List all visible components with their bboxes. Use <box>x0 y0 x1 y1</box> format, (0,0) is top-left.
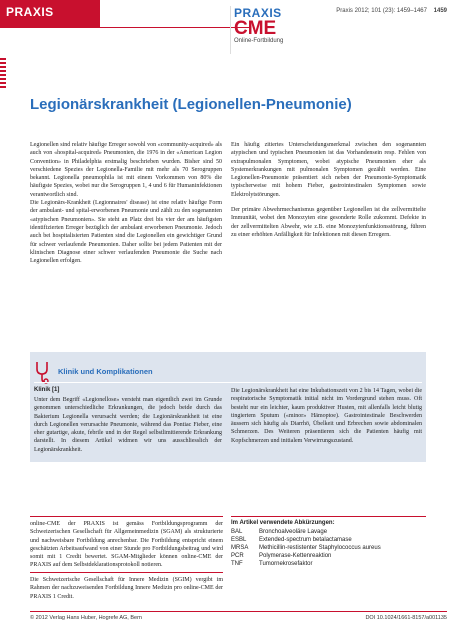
sgam-note: online-CME der PRAXIS ist gemäss Fortbildungsprogramm der Schweizerischen Gesellschaft für Allgemeinmedizin (SGAM) als strukturierte und nachweisbare Fortbildung anrechenbar. Die Fortbildung entspricht einem geschätzten Arbeitsaufwand von einer Stunde pro Fortbildungsbeitrag und wird somit mit 1 Credit bewertet. SGAM-Mitglieder können online-CME der PRAXIS auf dem Selbstdeklarationsprotokoll notieren. <box>30 516 223 570</box>
box-subhead: Klinik [1] <box>34 387 60 393</box>
section-label: PRAXIS <box>6 5 54 19</box>
journal-ref: Praxis 2012; 101 (23): 1459–1467 <box>336 8 427 14</box>
logo-subtitle: Online-Fortbildung <box>234 38 284 44</box>
journal-citation <box>336 8 447 14</box>
section-tab <box>0 0 100 28</box>
header-rule <box>100 27 250 28</box>
list-item: TNF Tumornekrosefaktor <box>231 561 313 567</box>
stethoscope-icon <box>34 360 50 384</box>
list-item: PCR Polymerase-Kettenreaktion <box>231 553 332 559</box>
clinic-box <box>30 352 426 462</box>
page-number: 1459 <box>433 8 447 14</box>
abbreviations <box>231 516 426 568</box>
copyright: © 2012 Verlag Hans Huber, Hogrefe AG, Bern <box>30 615 142 621</box>
list-item: ESBL Extended-spectrum betalactamase <box>231 537 352 543</box>
list-item: MRSA Methicillin-restistenter Staphylococcus aureus <box>231 545 381 551</box>
footer <box>30 611 447 621</box>
paragraph: Die Legionärs-Krankheit (Legionnaires' disease) ist eine relativ häufige Form der ambulant- und spital-erworbenen Pneumonie und zählt zu den sogenannten «atypischen Pneumonien». Sie steht an Platz drei bis vier der am häufigsten identifizierten Erreger bezüglich der ambulant erworbenen Pneumonie. Jedoch auch bei hospitalisierten Patienten sind die Legionellen ein gewichtiger Grund für schwer verlaufende Pneumonien. Daher sollte bei jedem Patienten mit der klinischen Diagnose einer schwer verlaufenden Pneumonie die Suche nach Legionellen erfolgen. <box>30 200 222 265</box>
logo-praxis: PRAXIS <box>234 6 282 20</box>
box-title: Klinik und Komplikationen <box>58 367 153 376</box>
list-item: BAL Bronchoalveoläre Lavage <box>231 529 328 535</box>
doi: DOI 10.1024/1661-8157/a001135 <box>365 615 447 621</box>
abbreviations-heading: Im Artikel verwendete Abkürzungen: <box>231 520 335 526</box>
column-left <box>30 141 222 265</box>
box-text-left: Unter dem Begriff «Legionellose» versteht man eigentlich zwei im Grunde genommen unterschiedliche Erkrankungen, die jedoch beide durch das Bakterium Legionella verursacht werden; die Legionärskrankheit ist eine durch Legionellen verursachte Pneumonie, während das Pontiac Fieber, eine eher gutartige, akute, febrile und in der Regel selbstlimitierende Erkrankung darstellt. In diesem Artikel widmen wir uns ausschliesslich der Legionärskrankheit. <box>34 397 222 453</box>
box-divider <box>34 382 422 383</box>
article-title: Legionärskrankheit (Legionellen-Pneumonie) <box>30 96 352 113</box>
sgim-note: Die Schweizerische Gesellschaft für Innere Medizin (SGIM) vergibt im Rahmen der nachzuweisenden Fortbildung Innere Medizin pro online-CME der PRAXIS 1 Credit. <box>30 572 223 601</box>
logo-cme: CME <box>234 18 277 39</box>
paragraph: Legionellen sind relativ häufige Erreger sowohl von «community-acquired» als auch von «hospital-acquired» Pneumonien, die 1976 in der «American Legion Convention» in Philadelphia erstmalig beschrieben wurden. Bisher sind 50 verschiedene Spezies der Legionella-Familie mit mehr als 70 Serogruppen bekannt. Legionella pneumophila ist mit einem Vorkommen von 80% die häufigste Spezies, wobei nur die Serogruppen 1, 4 und 6 für Humaninfektionen verantwortlich sind. <box>30 142 222 198</box>
cme-logo <box>230 6 320 54</box>
paragraph: Der primäre Abwehrmechanismus gegenüber Legionellen ist die zellvermittelte Immunität, wobei den Monozyten eine gesonderte Rolle zukommt. Defekte in der zellvermittelten Abwehr, wie z.B. eine Monozytenfunktionsstörung, führen zu einer erhöhten Anfälligkeit für Infektionen mit diesen Erregern. <box>231 207 426 238</box>
column-right <box>231 141 426 239</box>
box-text-right: Die Legionärskrankheit hat eine Inkubationszeit von 2 bis 14 Tagen, wobei die respiratorische Symptomatik initial nicht im Vordergrund stehen muss. Oft besteht nur ein leichter, kaum produktiver Husten, mit allenfalls leicht blutig tingiertem Sputum («minor» Hämoptoe). Gastrointestinale Beschwerden äussern sich häufig als Diarrhö, Übelkeit und Erbrechen sowie abdominalen Schmerzen. Des Weiteren präsentieren sich die Patienten häufig mit Kopfschmerzen und initialem Verwirrungszustand. <box>231 388 422 444</box>
paragraph: Ein häufig zitiertes Unterscheidungsmerkmal zwischen den sogenannten atypischen und typischen Pneumonien ist das Vorhandensein resp. Fehlen von extrapulmonalen Symptomen, wobei atypische Pneumonien eher als Systemerkrankungen mit pulmonalen Symptomen gezählt werden. Eine Legionellen-Pneumonie präsentiert sich neben der Pneumonie-Symptomatik typischerweise mit hohem Fieber, gastrointestinalen Symptomen sowie Elektrolytstörungen. <box>231 142 426 198</box>
decorative-stripes <box>0 58 6 88</box>
